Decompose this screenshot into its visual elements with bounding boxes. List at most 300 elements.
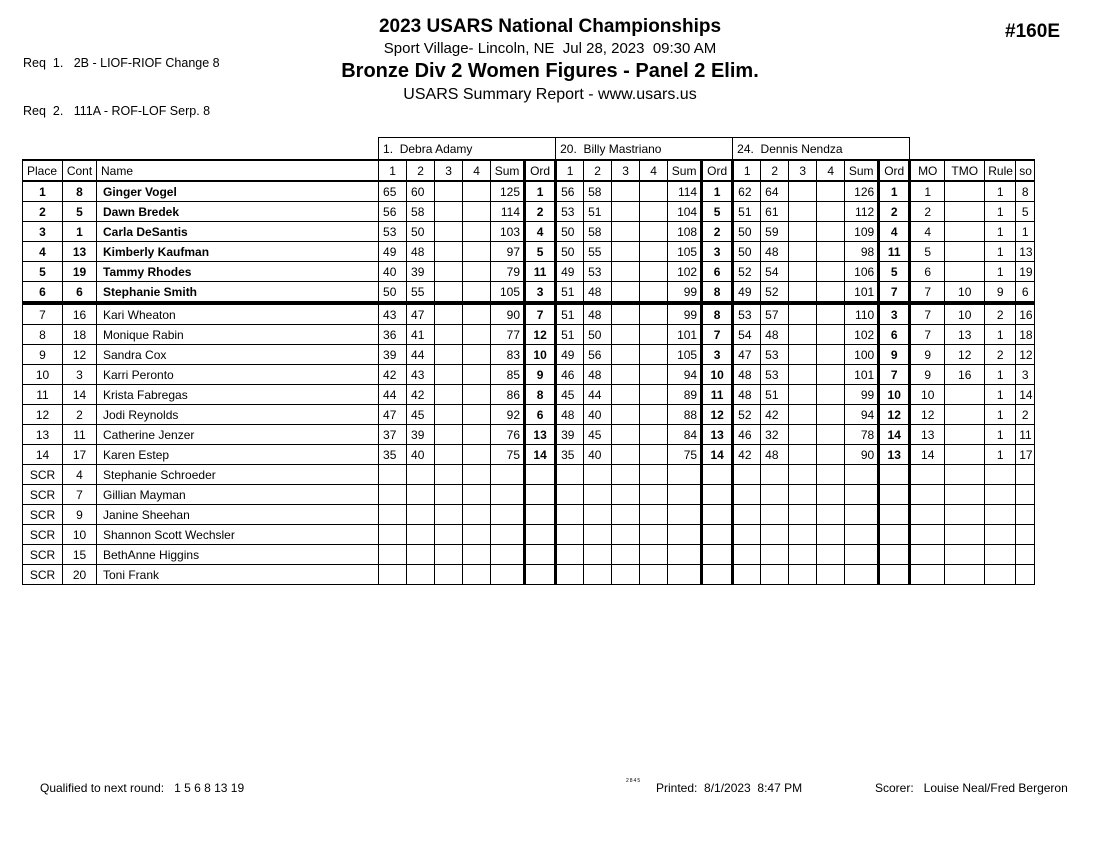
rule-cell: 1 (985, 445, 1016, 465)
so-cell: 8 (1016, 181, 1035, 202)
rule-cell: 1 (985, 262, 1016, 282)
mo-cell (910, 485, 945, 505)
judge-name-1: 1. Debra Adamy (379, 138, 556, 161)
score-cell (435, 505, 463, 525)
judge2-col-header-1: 1 (556, 160, 584, 181)
score-cell: 48 (733, 365, 761, 385)
score-cell (407, 485, 435, 505)
score-cell (612, 262, 640, 282)
score-cell (817, 181, 845, 202)
score-cell (640, 282, 668, 304)
result-row (23, 325, 1035, 345)
score-cell (463, 385, 491, 405)
so-cell (1016, 545, 1035, 565)
ordinal-cell: 12 (879, 405, 910, 425)
contestant-number-cell: 16 (63, 303, 97, 325)
ordinal-cell (525, 525, 556, 545)
score-cell: 46 (733, 425, 761, 445)
result-row (23, 425, 1035, 445)
so-header: so (1016, 160, 1035, 181)
score-cell (612, 385, 640, 405)
tmo-cell (945, 202, 985, 222)
sum-cell: 98 (845, 242, 879, 262)
scratched-row (23, 485, 1035, 505)
score-cell (584, 545, 612, 565)
score-cell: 43 (407, 365, 435, 385)
score-cell: 58 (407, 202, 435, 222)
skater-name-cell: Ginger Vogel (97, 181, 379, 202)
mo-cell: 2 (910, 202, 945, 222)
place-cell: 6 (23, 282, 63, 304)
judge3-col-header-sum: Sum (845, 160, 879, 181)
requirement-line-2: Req 2. 111A - ROF-LOF Serp. 8 (23, 104, 211, 118)
ordinal-cell: 2 (879, 202, 910, 222)
ordinal-cell: 5 (525, 242, 556, 262)
score-cell (789, 262, 817, 282)
corner-spacer (910, 138, 1035, 161)
so-cell: 19 (1016, 262, 1035, 282)
score-cell (817, 303, 845, 325)
score-cell (789, 303, 817, 325)
so-cell: 17 (1016, 445, 1035, 465)
contestant-number-cell: 2 (63, 405, 97, 425)
score-cell: 46 (556, 365, 584, 385)
sum-cell: 75 (668, 445, 702, 465)
sum-cell: 102 (668, 262, 702, 282)
score-cell: 40 (584, 445, 612, 465)
sum-cell: 105 (491, 282, 525, 304)
score-cell (761, 505, 789, 525)
scratched-row (23, 525, 1035, 545)
judge3-col-header-4: 4 (817, 160, 845, 181)
score-cell (584, 465, 612, 485)
sum-cell: 90 (491, 303, 525, 325)
sum-cell: 114 (491, 202, 525, 222)
mo-cell: 13 (910, 425, 945, 445)
score-cell (761, 525, 789, 545)
sum-cell: 101 (845, 365, 879, 385)
score-cell: 50 (407, 222, 435, 242)
judge2-col-header-4: 4 (640, 160, 668, 181)
sum-cell: 100 (845, 345, 879, 365)
scratched-row (23, 505, 1035, 525)
score-cell: 47 (379, 405, 407, 425)
score-cell (789, 325, 817, 345)
score-cell: 48 (407, 242, 435, 262)
contestant-number-cell: 11 (63, 425, 97, 445)
mo-cell: 12 (910, 405, 945, 425)
score-cell (612, 222, 640, 242)
score-cell (584, 525, 612, 545)
score-cell (817, 365, 845, 385)
score-cell: 51 (584, 202, 612, 222)
score-cell (640, 262, 668, 282)
place-cell: SCR (23, 505, 63, 525)
result-row (23, 282, 1035, 304)
sum-cell: 92 (491, 405, 525, 425)
so-cell: 5 (1016, 202, 1035, 222)
skater-name-cell: Shannon Scott Wechsler (97, 525, 379, 545)
sum-cell (668, 485, 702, 505)
contestant-number-cell: 7 (63, 485, 97, 505)
score-cell: 45 (556, 385, 584, 405)
score-cell (584, 505, 612, 525)
sum-cell (668, 525, 702, 545)
score-cell (761, 465, 789, 485)
score-cell (556, 485, 584, 505)
skater-name-cell: Janine Sheehan (97, 505, 379, 525)
sum-cell: 79 (491, 262, 525, 282)
ordinal-cell: 5 (702, 202, 733, 222)
tmo-cell (945, 405, 985, 425)
ordinal-cell: 2 (525, 202, 556, 222)
score-cell (379, 525, 407, 545)
report-type-line: USARS Summary Report - www.usars.us (403, 86, 697, 103)
score-cell (789, 425, 817, 445)
contestant-number-cell: 17 (63, 445, 97, 465)
ordinal-cell: 9 (879, 345, 910, 365)
sum-cell: 106 (845, 262, 879, 282)
place-cell: 1 (23, 181, 63, 202)
ordinal-cell: 11 (702, 385, 733, 405)
place-cell: 4 (23, 242, 63, 262)
result-row (23, 385, 1035, 405)
so-cell: 13 (1016, 242, 1035, 262)
sum-cell (668, 505, 702, 525)
score-cell (761, 485, 789, 505)
tmo-cell: 12 (945, 345, 985, 365)
championship-title: 2023 USARS National Championships (378, 16, 722, 37)
score-cell (789, 545, 817, 565)
ordinal-cell (879, 465, 910, 485)
report-header (0, 15, 1100, 105)
mo-cell: 10 (910, 385, 945, 405)
place-cell: 8 (23, 325, 63, 345)
score-cell (789, 282, 817, 304)
rule-cell (985, 485, 1016, 505)
sum-cell (845, 465, 879, 485)
score-cell (640, 465, 668, 485)
score-cell (435, 202, 463, 222)
score-cell (761, 545, 789, 565)
judge1-col-header-2: 2 (407, 160, 435, 181)
score-cell (789, 202, 817, 222)
score-cell (407, 505, 435, 525)
score-cell (612, 181, 640, 202)
score-cell (463, 242, 491, 262)
score-cell: 51 (733, 202, 761, 222)
rule-cell: 2 (985, 303, 1016, 325)
results-table (22, 137, 1035, 585)
ordinal-cell (879, 565, 910, 585)
score-cell (612, 425, 640, 445)
printed-line: Printed: 8/1/2023 8:47 PM (656, 781, 803, 795)
so-cell: 14 (1016, 385, 1035, 405)
score-cell (789, 445, 817, 465)
result-row (23, 365, 1035, 385)
score-cell: 44 (379, 385, 407, 405)
ordinal-cell (879, 485, 910, 505)
mo-header: MO (910, 160, 945, 181)
result-row (23, 345, 1035, 365)
contestant-number-cell: 13 (63, 242, 97, 262)
so-cell: 2 (1016, 405, 1035, 425)
score-cell (435, 262, 463, 282)
ordinal-cell: 3 (879, 303, 910, 325)
score-cell: 55 (407, 282, 435, 304)
rule-cell (985, 525, 1016, 545)
sum-cell: 105 (668, 242, 702, 262)
score-cell (640, 365, 668, 385)
score-cell (761, 565, 789, 585)
column-header-row (23, 160, 1035, 181)
judge-name-3: 24. Dennis Nendza (733, 138, 910, 161)
sum-cell (491, 505, 525, 525)
score-cell (640, 385, 668, 405)
ordinal-cell: 6 (702, 262, 733, 282)
mo-cell: 6 (910, 262, 945, 282)
score-cell: 50 (379, 282, 407, 304)
score-cell (789, 345, 817, 365)
result-row (23, 181, 1035, 202)
score-cell (463, 445, 491, 465)
tmo-cell (945, 222, 985, 242)
score-cell (817, 325, 845, 345)
place-cell: SCR (23, 545, 63, 565)
score-cell: 56 (556, 181, 584, 202)
rule-cell (985, 565, 1016, 585)
contestant-number-cell: 5 (63, 202, 97, 222)
score-cell (640, 565, 668, 585)
score-cell: 39 (407, 425, 435, 445)
score-cell (640, 202, 668, 222)
score-cell (463, 545, 491, 565)
score-cell (817, 425, 845, 445)
rule-cell: 1 (985, 405, 1016, 425)
ordinal-cell: 8 (702, 303, 733, 325)
score-cell (640, 445, 668, 465)
score-cell: 35 (556, 445, 584, 465)
score-cell (817, 505, 845, 525)
score-cell (789, 525, 817, 545)
score-cell (463, 345, 491, 365)
so-cell (1016, 565, 1035, 585)
score-cell (817, 262, 845, 282)
ordinal-cell: 11 (525, 262, 556, 282)
score-cell (612, 282, 640, 304)
score-cell (435, 545, 463, 565)
score-cell: 39 (556, 425, 584, 445)
score-cell (817, 445, 845, 465)
score-cell (789, 385, 817, 405)
ordinal-cell: 14 (879, 425, 910, 445)
score-cell (435, 242, 463, 262)
skater-name-cell: BethAnne Higgins (97, 545, 379, 565)
score-cell: 37 (379, 425, 407, 445)
ordinal-cell (879, 525, 910, 545)
place-cell: 3 (23, 222, 63, 242)
score-cell: 49 (379, 242, 407, 262)
score-cell (789, 465, 817, 485)
mo-cell: 1 (910, 181, 945, 202)
ordinal-cell: 12 (702, 405, 733, 425)
score-cell (435, 385, 463, 405)
score-cell (817, 405, 845, 425)
event-code: #160E (1005, 21, 1060, 42)
score-cell: 58 (584, 222, 612, 242)
score-cell: 54 (761, 262, 789, 282)
mo-cell: 7 (910, 303, 945, 325)
rule-cell: 1 (985, 202, 1016, 222)
judge2-col-header-2: 2 (584, 160, 612, 181)
sum-cell: 101 (845, 282, 879, 304)
sum-cell: 90 (845, 445, 879, 465)
judge3-col-header-2: 2 (761, 160, 789, 181)
score-cell (733, 525, 761, 545)
tmo-cell (945, 485, 985, 505)
skater-name-cell: Kari Wheaton (97, 303, 379, 325)
ordinal-cell: 8 (525, 385, 556, 405)
ordinal-cell: 12 (525, 325, 556, 345)
score-cell: 39 (407, 262, 435, 282)
score-cell (435, 222, 463, 242)
result-row (23, 445, 1035, 465)
sum-cell: 75 (491, 445, 525, 465)
tmo-cell: 16 (945, 365, 985, 385)
so-cell: 11 (1016, 425, 1035, 445)
ordinal-cell: 8 (702, 282, 733, 304)
score-cell (640, 181, 668, 202)
sum-cell: 83 (491, 345, 525, 365)
score-cell: 53 (584, 262, 612, 282)
score-cell: 50 (584, 325, 612, 345)
skater-name-cell: Tammy Rhodes (97, 262, 379, 282)
tmo-cell (945, 262, 985, 282)
score-cell: 49 (556, 345, 584, 365)
score-cell: 51 (761, 385, 789, 405)
score-cell (733, 505, 761, 525)
score-cell (640, 425, 668, 445)
score-cell: 50 (556, 222, 584, 242)
score-cell (817, 565, 845, 585)
score-cell (733, 565, 761, 585)
sum-cell (845, 545, 879, 565)
tmo-cell: 13 (945, 325, 985, 345)
skater-name-cell: Dawn Bredek (97, 202, 379, 222)
score-cell: 53 (761, 345, 789, 365)
score-cell (817, 465, 845, 485)
rule-cell: 1 (985, 222, 1016, 242)
score-cell: 42 (407, 385, 435, 405)
sum-cell: 89 (668, 385, 702, 405)
sum-cell (845, 505, 879, 525)
score-cell (435, 525, 463, 545)
place-cell: 11 (23, 385, 63, 405)
score-cell (817, 242, 845, 262)
so-cell (1016, 525, 1035, 545)
contestant-number-cell: 10 (63, 525, 97, 545)
score-cell (435, 565, 463, 585)
sum-cell: 125 (491, 181, 525, 202)
rule-cell: 1 (985, 425, 1016, 445)
score-cell (463, 525, 491, 545)
score-cell (463, 485, 491, 505)
score-cell: 53 (733, 303, 761, 325)
result-row (23, 242, 1035, 262)
score-cell (463, 405, 491, 425)
results-table-body (23, 138, 1035, 585)
score-cell (463, 365, 491, 385)
sum-cell: 103 (491, 222, 525, 242)
ordinal-cell (525, 485, 556, 505)
score-cell (407, 465, 435, 485)
ordinal-cell (702, 505, 733, 525)
score-cell (612, 345, 640, 365)
score-cell (817, 222, 845, 242)
score-cell (640, 325, 668, 345)
ordinal-cell (879, 545, 910, 565)
skater-name-cell: Catherine Jenzer (97, 425, 379, 445)
so-cell: 6 (1016, 282, 1035, 304)
so-cell (1016, 505, 1035, 525)
ordinal-cell: 7 (879, 282, 910, 304)
scratched-row (23, 565, 1035, 585)
name-header: Name (97, 160, 379, 181)
score-cell (640, 485, 668, 505)
place-cell: 13 (23, 425, 63, 445)
score-cell (435, 445, 463, 465)
score-cell (435, 325, 463, 345)
ordinal-cell: 3 (525, 282, 556, 304)
score-cell: 41 (407, 325, 435, 345)
score-cell (435, 181, 463, 202)
score-cell (435, 485, 463, 505)
score-cell: 49 (733, 282, 761, 304)
score-cell (556, 465, 584, 485)
score-cell: 42 (761, 405, 789, 425)
score-cell: 56 (584, 345, 612, 365)
contestant-number-cell: 6 (63, 282, 97, 304)
score-cell: 57 (761, 303, 789, 325)
score-cell: 48 (761, 242, 789, 262)
ordinal-cell: 4 (879, 222, 910, 242)
sum-cell: 94 (845, 405, 879, 425)
score-cell (612, 465, 640, 485)
ordinal-cell: 14 (525, 445, 556, 465)
qualified-line: Qualified to next round: 1 5 6 8 13 19 (40, 781, 245, 795)
mo-cell (910, 525, 945, 545)
score-cell (612, 485, 640, 505)
contestant-number-cell: 3 (63, 365, 97, 385)
result-row (23, 202, 1035, 222)
score-cell: 40 (379, 262, 407, 282)
ordinal-cell: 13 (879, 445, 910, 465)
score-cell (463, 565, 491, 585)
score-cell: 48 (584, 282, 612, 304)
score-cell: 50 (556, 242, 584, 262)
score-cell: 53 (379, 222, 407, 242)
score-cell (817, 202, 845, 222)
score-cell: 42 (379, 365, 407, 385)
contestant-number-cell: 19 (63, 262, 97, 282)
sum-cell (845, 565, 879, 585)
score-cell (407, 545, 435, 565)
ordinal-cell (525, 565, 556, 585)
score-cell (612, 365, 640, 385)
score-cell: 51 (556, 325, 584, 345)
event-title: Bronze Div 2 Women Figures - Panel 2 Elim. (341, 60, 759, 82)
scratched-row (23, 545, 1035, 565)
